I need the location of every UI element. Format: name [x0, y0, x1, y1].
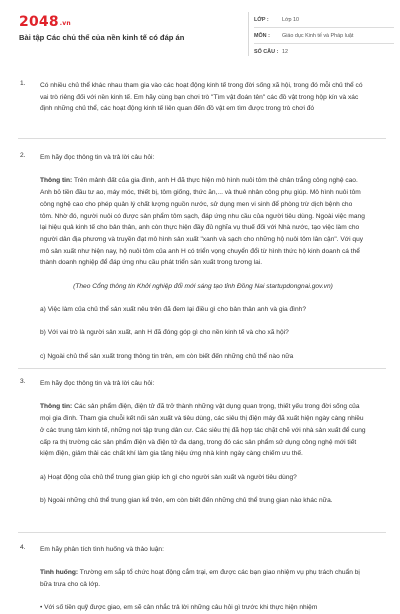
situation-label: Tình huống:	[40, 569, 79, 577]
meta-count	[254, 44, 400, 60]
meta-class-value: Lớp 10	[282, 17, 300, 23]
question-divider	[18, 532, 386, 533]
question-divider	[18, 368, 386, 369]
question-intro: Em hãy phân tích tình huống và thảo luận:	[40, 546, 164, 553]
sub-question-a: a) Hoạt động của chủ thể trung gian giúp ích gì cho người sản xuất và người tiêu dùng?	[40, 473, 297, 481]
info-label: Thông tin:	[40, 177, 73, 185]
meta-class	[254, 12, 400, 28]
question-body	[40, 378, 366, 507]
bullet-item: • Với số tiền quỹ được giao, em sẽ cân nhắc trả lời những câu hỏi gì trước khi thực hiện nhiệm	[40, 604, 318, 612]
brand-logo[interactable]	[19, 14, 71, 30]
meta-subject	[254, 28, 400, 44]
header-divider	[248, 12, 249, 56]
info-paragraph	[40, 175, 366, 269]
question-body	[40, 544, 366, 614]
document-header	[0, 0, 400, 62]
brand-suffix: .vn	[59, 20, 71, 27]
meta-count-key: SỐ CÂU :	[254, 49, 279, 55]
info-paragraph	[40, 401, 366, 460]
info-label: Thông tin:	[40, 403, 73, 411]
sub-question-b: b) Ngoài những chủ thể trung gian kể trên, em còn biết đến những chủ thể trung gian nào khác nữa.	[40, 496, 333, 504]
question-intro: Em hãy đọc thông tin và trả lời câu hỏi:	[40, 380, 155, 387]
situation-paragraph	[40, 567, 366, 590]
info-text: Trên mảnh đất của gia đình, anh H đã thực hiện mô hình nuôi tôm thẻ chân trắng công nghệ cao. Anh bỏ tiền đầu tư ao, máy móc, thiết bị, tôm giống, thức ăn,... và thuê nhân công phụ giúp. Mô hình nuôi tôm công nghệ cao cho phép quản lý chất lượng nguồn nước, sử dụng men vi sinh để phòng trừ dịch bệnh cho tôm. Nhờ đó, người nuôi có được sản phẩm tôm sạch, đáp ứng nhu cầu của người tiêu dùng. Ngoài việc mang lại hiệu quả kinh tế cho bản thân, anh còn thực hiện đầy đủ nghĩa vụ thuế đối với Nhà nước, tạo việc làm cho người dân địa phương và truyền đạt mô hình sản xuất "xanh và sạch cho những hộ nuôi tôm lân cận". Với quy mô sản xuất như hiện nay, hộ nuôi tôm của anh H có triển vọng chuyển đổi từ hình thức hộ kinh doanh cá thể thành doanh nghiệp để đáp ứng nhu cầu phát triển sản xuất trong tương lai.	[40, 177, 365, 267]
question-body	[40, 80, 366, 115]
meta-subject-key: MÔN :	[254, 33, 270, 39]
source-citation: (Theo Cổng thông tin Khởi nghiệp đổi mới sáng tạo tỉnh Đồng Nai startupdongnai.gov.vn)	[73, 282, 333, 290]
question-number: 4.	[20, 544, 26, 551]
question-number: 1.	[20, 80, 26, 87]
meta-count-value: 12	[282, 49, 288, 55]
question-body	[40, 152, 366, 363]
sub-question-c: c) Ngoài chủ thể sản xuất trong thông tin trên, em còn biết đến những chủ thể nào nữa	[40, 352, 294, 360]
question-number: 2.	[20, 152, 26, 159]
document-title: Bài tập Các chủ thể của nền kinh tế có đáp án	[19, 33, 185, 42]
info-text: Các sản phẩm điện, điện tử đã trở thành những vật dụng quan trọng, thiết yếu trong đời sống của mọi gia đình. Tham gia chuỗi kết nối sản xuất và tiêu dùng, các siêu thị điện máy đã xuất hiện ngày càng nhiều ở các trung tâm kinh tế, những nơi tập trung dân cư. Các siêu thị đã hợp tác chặt chẽ với nhà sản xuất để cung cấp ra thị trường các sản phẩm điện và điện tử đa dạng, trong đó các sản phẩm sử dụng công nghệ mới tiết kiệm điện, giảm thải các chất khí làm gia tăng hiệu ứng nhà kính ngày càng chiếm ưu thế.	[40, 403, 366, 458]
meta-subject-value: Giáo dục Kinh tế và Pháp luật	[282, 33, 354, 39]
sub-question-b: b) Với vai trò là người sản xuất, anh H đã đóng góp gì cho nền kinh tế và cho xã hội?	[40, 329, 289, 337]
question-intro: Em hãy đọc thông tin và trả lời câu hỏi:	[40, 154, 155, 161]
situation-text: Trường em sắp tổ chức hoạt động cắm trại, em được các bạn giao nhiệm vụ phụ trách chuẩn bị bữa trưa cho cả lớp.	[40, 569, 360, 589]
meta-class-key: LỚP :	[254, 17, 269, 23]
question-number: 3.	[20, 378, 26, 385]
question-divider	[18, 138, 386, 139]
brand-number: 2048	[19, 14, 59, 30]
question-text: Có nhiều chủ thể khác nhau tham gia vào các hoạt động kinh tế trong đời sống xã hội, trong đó mỗi chủ thể có vai trò riêng đối với nền kinh tế. Em hãy cùng bạn chơi trò "Tìm vật đoán tên" các đồ vật trong hộp kín và xác định những chủ thể, các hoạt động kinh tế liên quan đến đồ vật em tìm được trong trò chơi đó	[40, 82, 363, 113]
sub-question-a: a) Việc làm của chủ thể sản xuất nêu trên đã đem lại điều gì cho bản thân anh và gia đình?	[40, 306, 307, 314]
